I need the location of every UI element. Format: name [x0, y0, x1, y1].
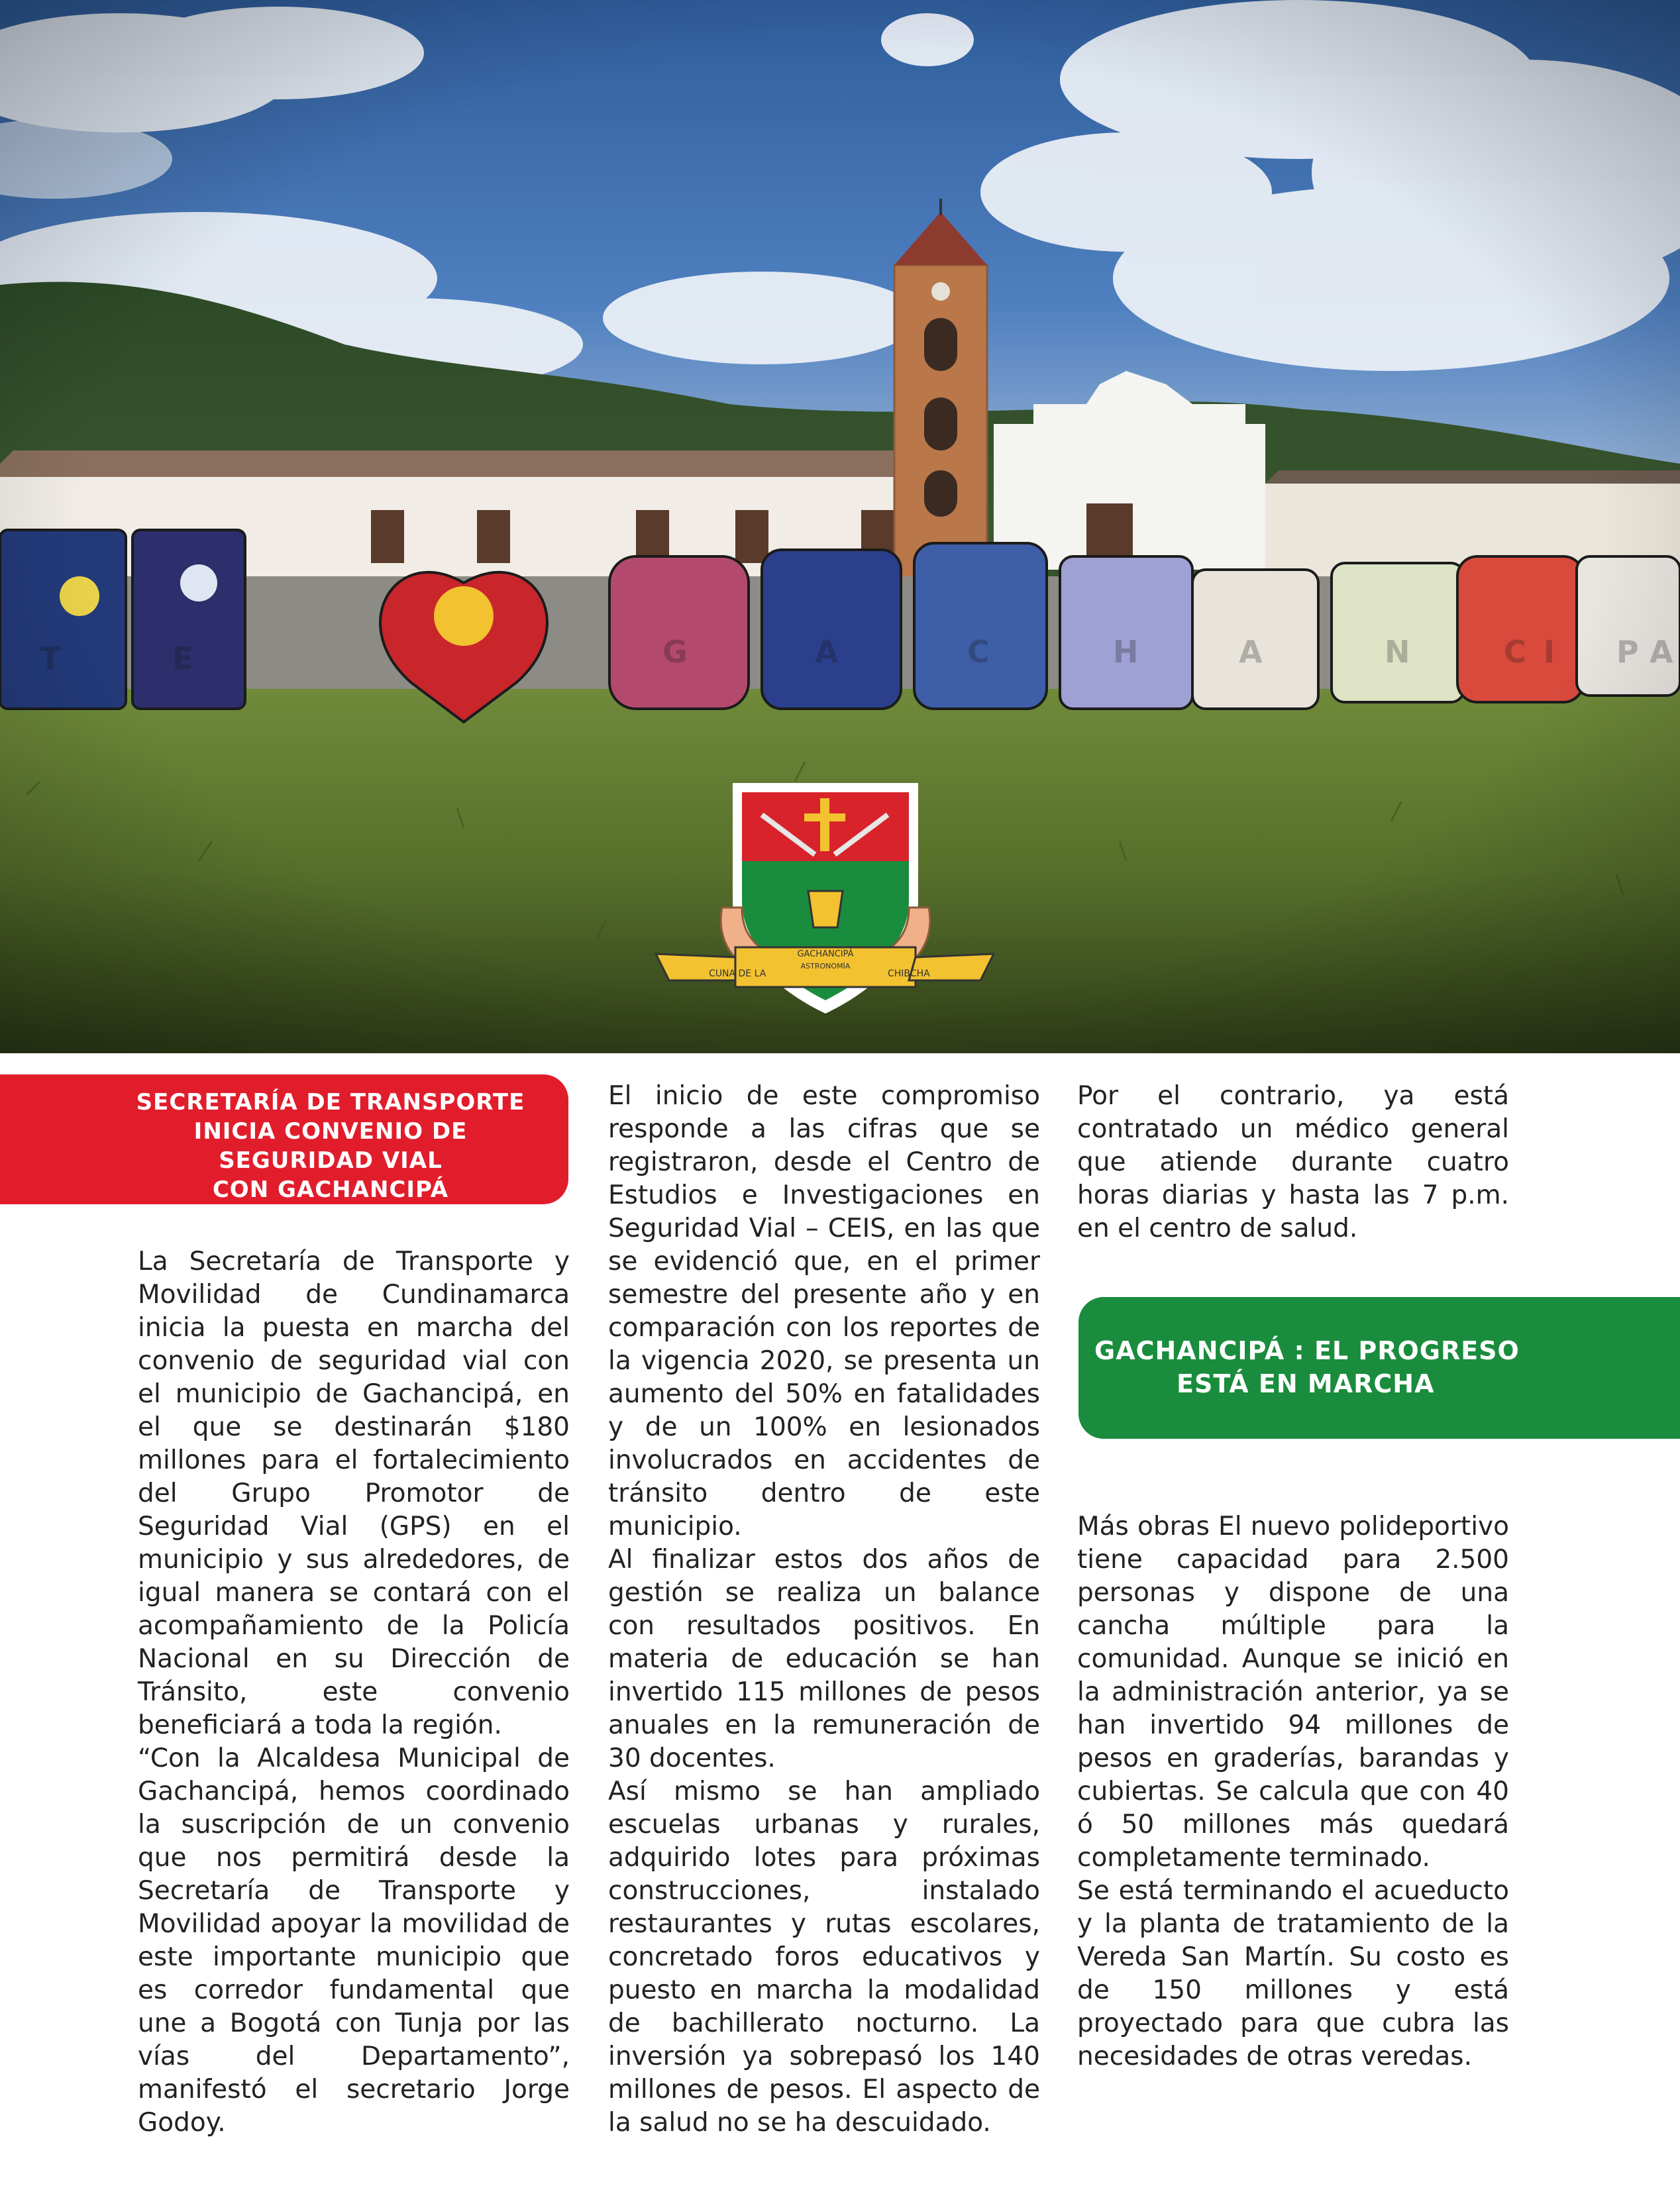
column-3-bottom — [1077, 1510, 1509, 2073]
crest-ribbon-center-2: ASTRONOMÍA — [800, 962, 851, 970]
crest-ribbon-right: CHIBCHA — [888, 968, 930, 979]
paragraph: El inicio de este compromiso responde a las cifras que se registraron, desde el Centro de Estudios e Investigaciones en Seguridad Vial – CEIS, en las que se evidenció que, en el primer semestre del presente año y en comparación con los reportes de la vigencia 2020, se presenta un aumento del 50% en fatalidades y de un 100% en lesionados involucrados en accidentes de tránsito dentro de este municipio. — [608, 1081, 1040, 1541]
title-line: SECRETARÍA DE TRANSPORTE — [136, 1089, 525, 1116]
title-line: SEGURIDAD VIAL — [219, 1147, 443, 1174]
gachancipa-plaza-photo — [0, 0, 1680, 1053]
paragraph: “Con la Alcaldesa Municipal de Gachancipá, hemos coordinado la suscripción de un convenio que nos permitirá desde la Secretaría de Transporte y Movilidad apoyar la movilidad de este importante municipio que es corredor fundamental que une a Bogotá con Tunja por las vías del Departamento”, manifestó el secretario Jorge Godoy. — [138, 1744, 570, 2138]
title-line: INICIA CONVENIO DE — [193, 1118, 468, 1145]
column-1 — [138, 1245, 570, 2140]
article-title-green-banner — [1078, 1297, 1680, 1439]
column-3-top — [1077, 1080, 1509, 1245]
paragraph: Por el contrario, ya está contratado un médico general que atiende durante cuatro horas diarias y hasta las 7 p.m. en el centro de salud. — [1077, 1081, 1509, 1243]
paragraph: La Secretaría de Transporte y Movilidad de Cundinamarca inicia la puesta en marcha del convenio de seguridad vial con el municipio de Gachancipá, en el que se destinarán $180 millones para el fortalecimiento del Grupo Promotor de Seguridad Vial (GPS) en el municipio y sus alrededores, de igual manera se contará con el acompañamiento de la Policía Nacional en su Dirección de Tránsito, este convenio beneficiará a toda la región. — [138, 1247, 570, 1740]
crest-ribbon-left: CUNA DE LA — [709, 968, 766, 979]
paragraph: Así mismo se han ampliado escuelas urbanas y rurales, adquirido lotes para próximas construcciones, instalado restaurantes y rutas escolares, concretado foros educativos y puesto en marcha la modalidad de bachillerato nocturno. La inversión ya sobrepasó los 140 millones de pesos. El aspecto de la salud no se ha descuidado. — [608, 1777, 1040, 2138]
title-line: ESTÁ EN MARCHA — [1177, 1369, 1435, 1398]
hero-photo — [0, 0, 1680, 1053]
paragraph: Más obras El nuevo polideportivo tiene capacidad para 2.500 personas y dispone de una cancha múltiple para la comunidad. Aunque se inició en la administración anterior, ya se han invertido 94 millones de pesos en graderías, barandas y cubiertas. Se calcula que con 40 ó 50 millones más quedará completamente terminado. — [1077, 1512, 1509, 1873]
column-2 — [608, 1080, 1040, 2140]
title-line: GACHANCIPÁ : EL PROGRESO — [1094, 1336, 1520, 1365]
title-line: CON GACHANCIPÁ — [212, 1176, 449, 1203]
paragraph: Al finalizar estos dos años de gestión se realiza un balance con resultados positivos. En materia de educación se han invertido 115 millones de pesos anuales en la remuneración de 30 docentes. — [608, 1545, 1040, 1773]
crest-ribbon-center-1: GACHANCIPÁ — [797, 949, 854, 959]
paragraph: Se está terminando el acueducto y la planta de tratamiento de la Vereda San Martín. Su costo es de 150 millones y está proyectado para que cubra las necesidades de otras veredas. — [1077, 1876, 1509, 2071]
article-title-red-banner — [0, 1074, 568, 1204]
